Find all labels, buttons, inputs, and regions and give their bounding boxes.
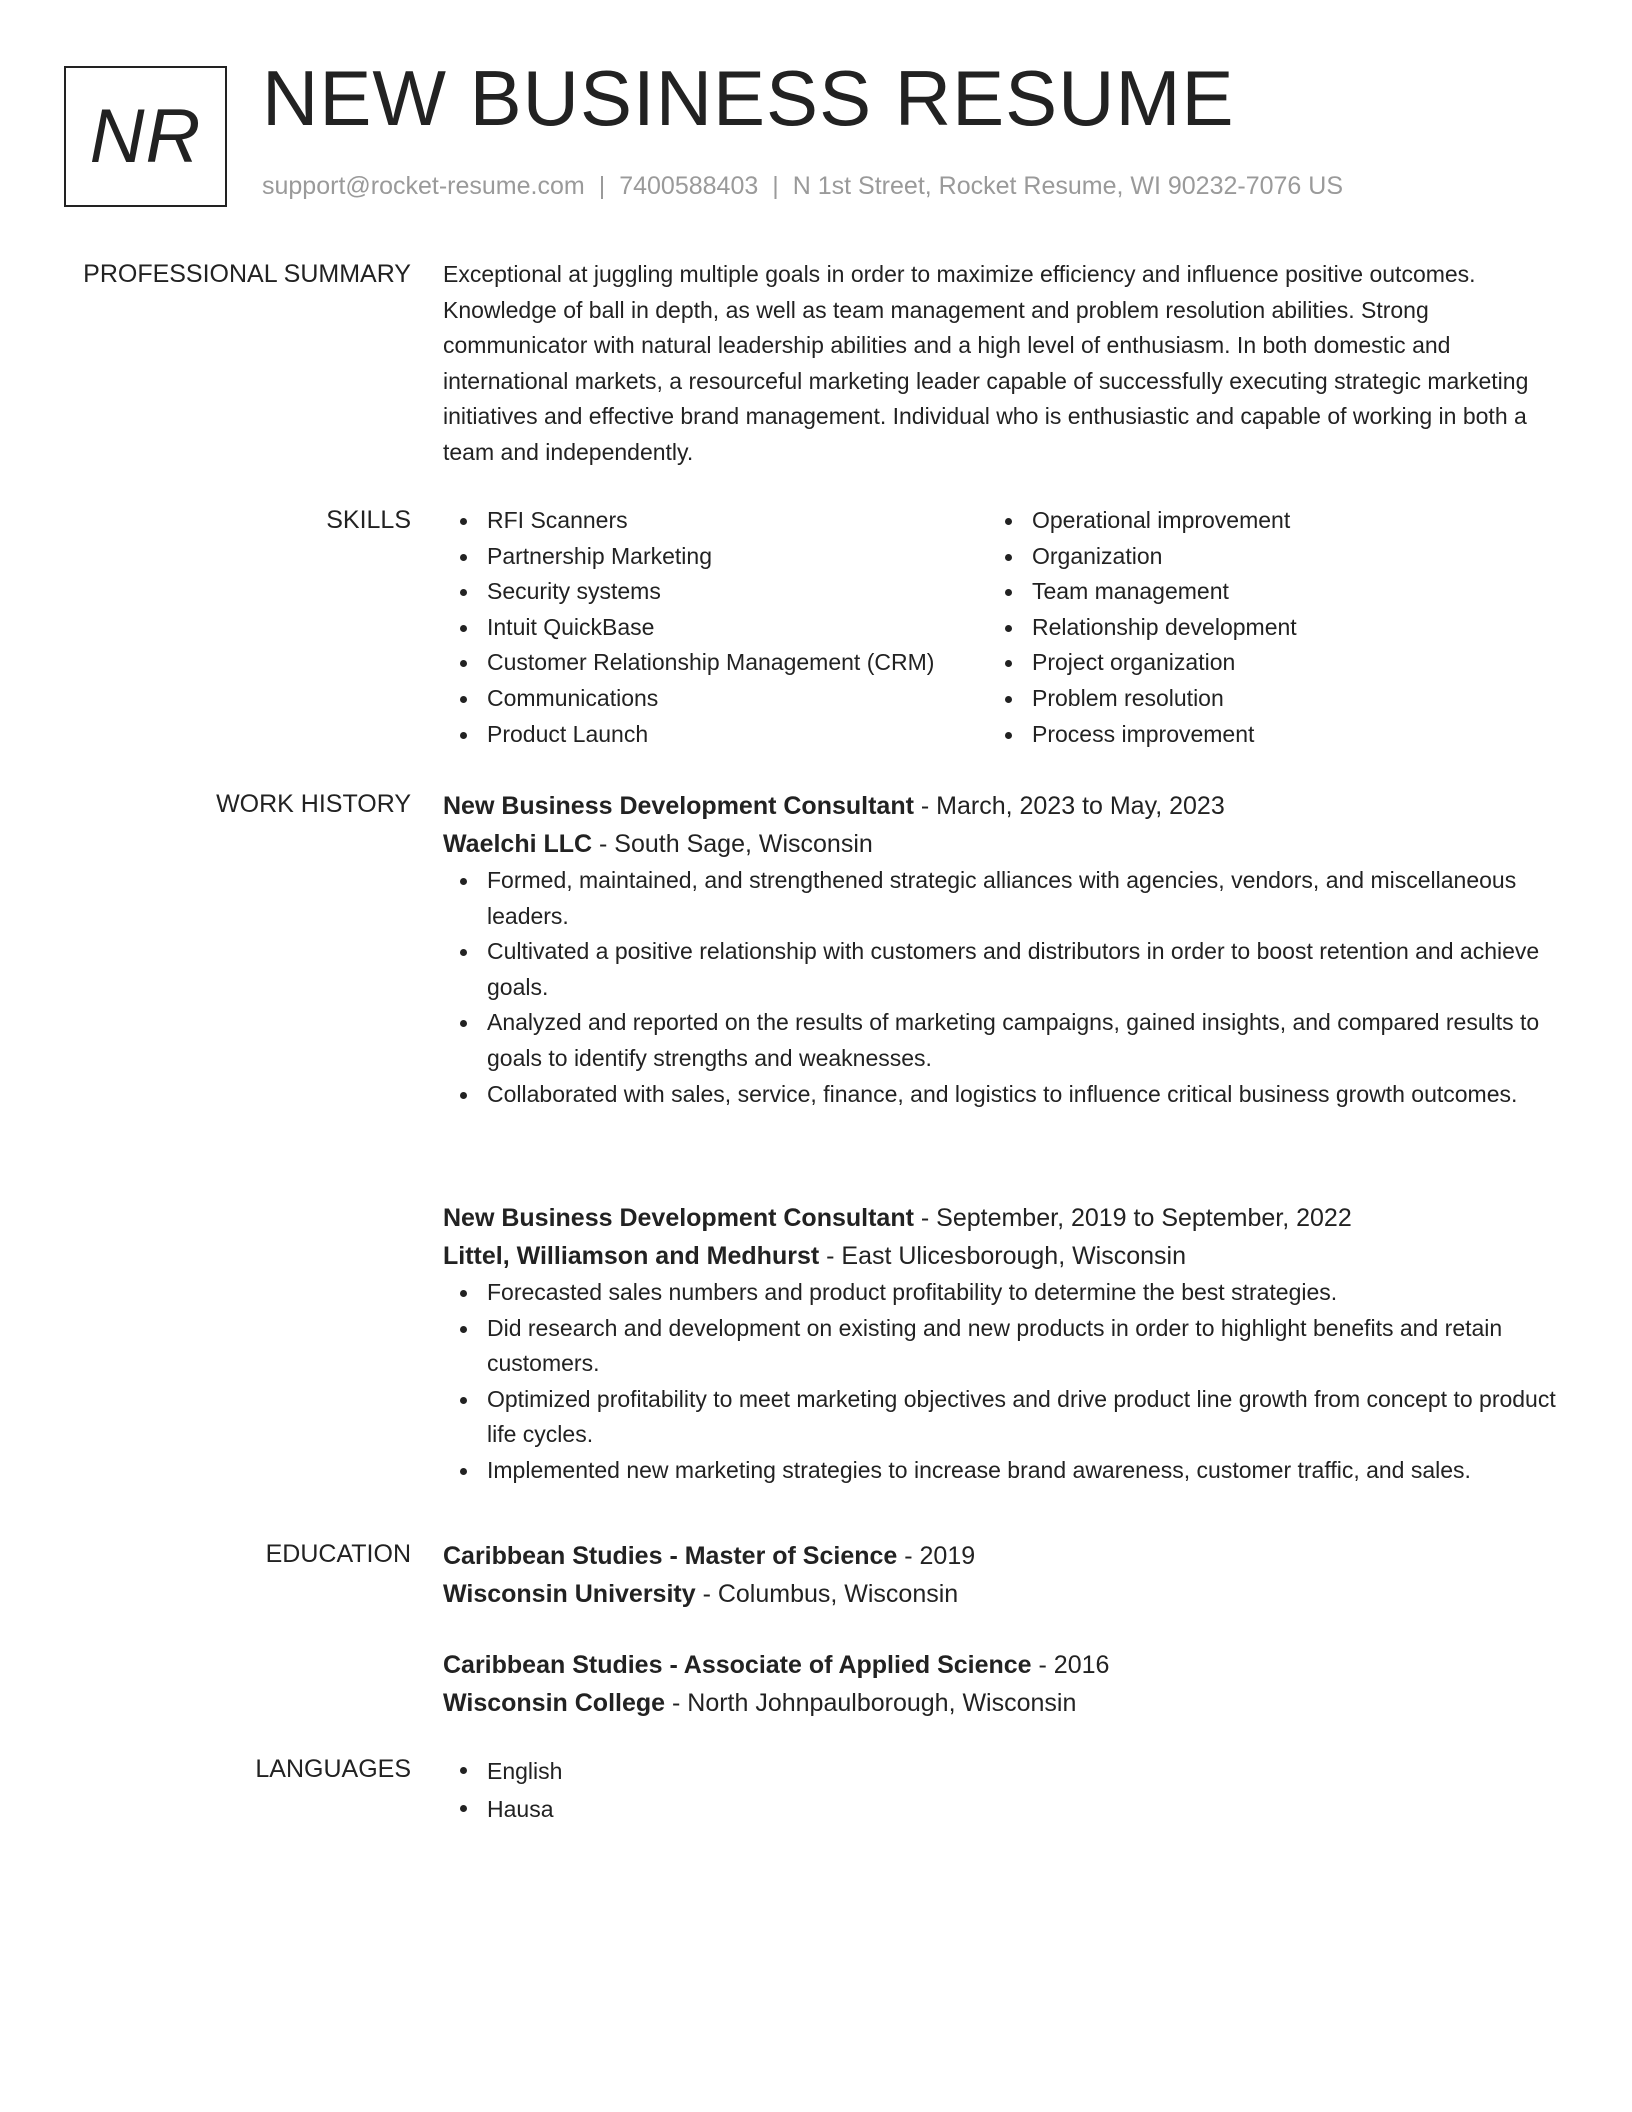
- list-item: Project organization: [988, 645, 1533, 681]
- contact-separator: |: [772, 172, 779, 200]
- job-location: - South Sage, Wisconsin: [592, 830, 873, 858]
- education-degree-line: [443, 1646, 1558, 1684]
- education-school: Wisconsin College: [443, 1689, 666, 1717]
- job-entry: [443, 787, 1558, 1112]
- list-item: Hausa: [443, 1790, 1558, 1828]
- list-item: Analyzed and reported on the results of marketing campaigns, gained insights, and compared results to goals to identify strengths and weaknesses.: [443, 1005, 1558, 1076]
- skills-columns: [443, 503, 1558, 752]
- education-location: - Columbus, Wisconsin: [695, 1580, 959, 1608]
- contact-line: [262, 172, 1343, 201]
- education-degree-line: [443, 1537, 1558, 1575]
- job-location: - East Ulicesborough, Wisconsin: [819, 1242, 1186, 1270]
- education-entry: [443, 1537, 1558, 1613]
- job-dates: - March, 2023 to May, 2023: [913, 792, 1225, 820]
- list-item: Product Launch: [443, 717, 988, 753]
- languages-body: [443, 1752, 1558, 1828]
- list-item: RFI Scanners: [443, 503, 988, 539]
- skills-list-left: [443, 503, 988, 752]
- list-item: Cultivated a positive relationship with customers and distributors in order to boost retention and achieve goals.: [443, 934, 1558, 1005]
- list-item: Intuit QuickBase: [443, 610, 988, 646]
- list-item: Formed, maintained, and strengthened strategic alliances with agencies, vendors, and miscellaneous leaders.: [443, 863, 1558, 934]
- skills-body: [443, 503, 1558, 752]
- list-item: Forecasted sales numbers and product profitability to determine the best strategies.: [443, 1275, 1558, 1311]
- education-location: - North Johnpaulborough, Wisconsin: [665, 1689, 1077, 1717]
- list-item: Operational improvement: [988, 503, 1533, 539]
- job-company-line: [443, 1237, 1558, 1275]
- job-company-line: [443, 825, 1558, 863]
- job-company: Waelchi LLC: [443, 830, 593, 858]
- monogram-box: [64, 66, 227, 207]
- education-degree: Caribbean Studies - Master of Science: [443, 1542, 898, 1570]
- job-entry: [443, 1199, 1558, 1489]
- list-item: Communications: [443, 681, 988, 717]
- contact-email: support@rocket-resume.com: [262, 172, 585, 200]
- education-school: Wisconsin University: [443, 1580, 696, 1608]
- section-label-education: EDUCATION: [265, 1540, 411, 1568]
- education-school-line: [443, 1575, 1558, 1613]
- list-item: Optimized profitability to meet marketing objectives and drive product line growth from concept to product life cycles.: [443, 1382, 1558, 1453]
- job-bullets: [443, 1275, 1558, 1489]
- summary-text: Exceptional at juggling multiple goals in order to maximize efficiency and influence positive outcomes. Knowledge of ball in depth, as well as team management and problem resolution abilities. Strong communicator with natural leadership abilities and a high level of enthusiasm. In both domestic and international markets, a resourceful marketing leader capable of successfully executing strategic marketing initiatives and effective brand management. Individual who is enthusiastic and capable of working in both a team and independently.: [443, 261, 1529, 465]
- list-item: Relationship development: [988, 610, 1533, 646]
- section-label-summary: PROFESSIONAL SUMMARY: [83, 260, 411, 288]
- job-bullets: [443, 863, 1558, 1112]
- list-item: English: [443, 1752, 1558, 1790]
- list-item: Partnership Marketing: [443, 539, 988, 575]
- list-item: Did research and development on existing and new products in order to highlight benefits and retain customers.: [443, 1311, 1558, 1382]
- job-title-line: [443, 787, 1558, 825]
- monogram-initials: NR: [89, 94, 202, 179]
- skills-list-right: [988, 503, 1533, 752]
- list-item: Organization: [988, 539, 1533, 575]
- list-item: Security systems: [443, 574, 988, 610]
- education-year: - 2019: [897, 1542, 976, 1570]
- education-year: - 2016: [1031, 1651, 1110, 1679]
- list-item: Collaborated with sales, service, finance, and logistics to influence critical business growth outcomes.: [443, 1077, 1558, 1113]
- education-degree: Caribbean Studies - Associate of Applied Science: [443, 1651, 1032, 1679]
- job-dates: - September, 2019 to September, 2022: [913, 1204, 1352, 1232]
- contact-separator: |: [598, 172, 606, 200]
- contact-phone: 7400588403: [619, 172, 759, 200]
- list-item: Customer Relationship Management (CRM): [443, 645, 988, 681]
- contact-address: N 1st Street, Rocket Resume, WI 90232-7076 US: [792, 172, 1344, 200]
- section-label-work: WORK HISTORY: [216, 790, 411, 818]
- job-title: New Business Development Consultant: [443, 1204, 914, 1232]
- section-label-skills: SKILLS: [326, 506, 411, 534]
- list-item: Problem resolution: [988, 681, 1533, 717]
- list-item: Team management: [988, 574, 1533, 610]
- education-entry: [443, 1646, 1558, 1722]
- list-item: Process improvement: [988, 717, 1533, 753]
- job-title: New Business Development Consultant: [443, 792, 914, 820]
- education-school-line: [443, 1684, 1558, 1722]
- job-title-line: [443, 1199, 1558, 1237]
- section-label-languages: LANGUAGES: [255, 1755, 411, 1783]
- resume-title: NEW BUSINESS RESUME: [262, 54, 1235, 142]
- job-company: Littel, Williamson and Medhurst: [443, 1242, 820, 1270]
- languages-list: [443, 1752, 1558, 1828]
- list-item: Implemented new marketing strategies to increase brand awareness, customer traffic, and sales.: [443, 1453, 1558, 1489]
